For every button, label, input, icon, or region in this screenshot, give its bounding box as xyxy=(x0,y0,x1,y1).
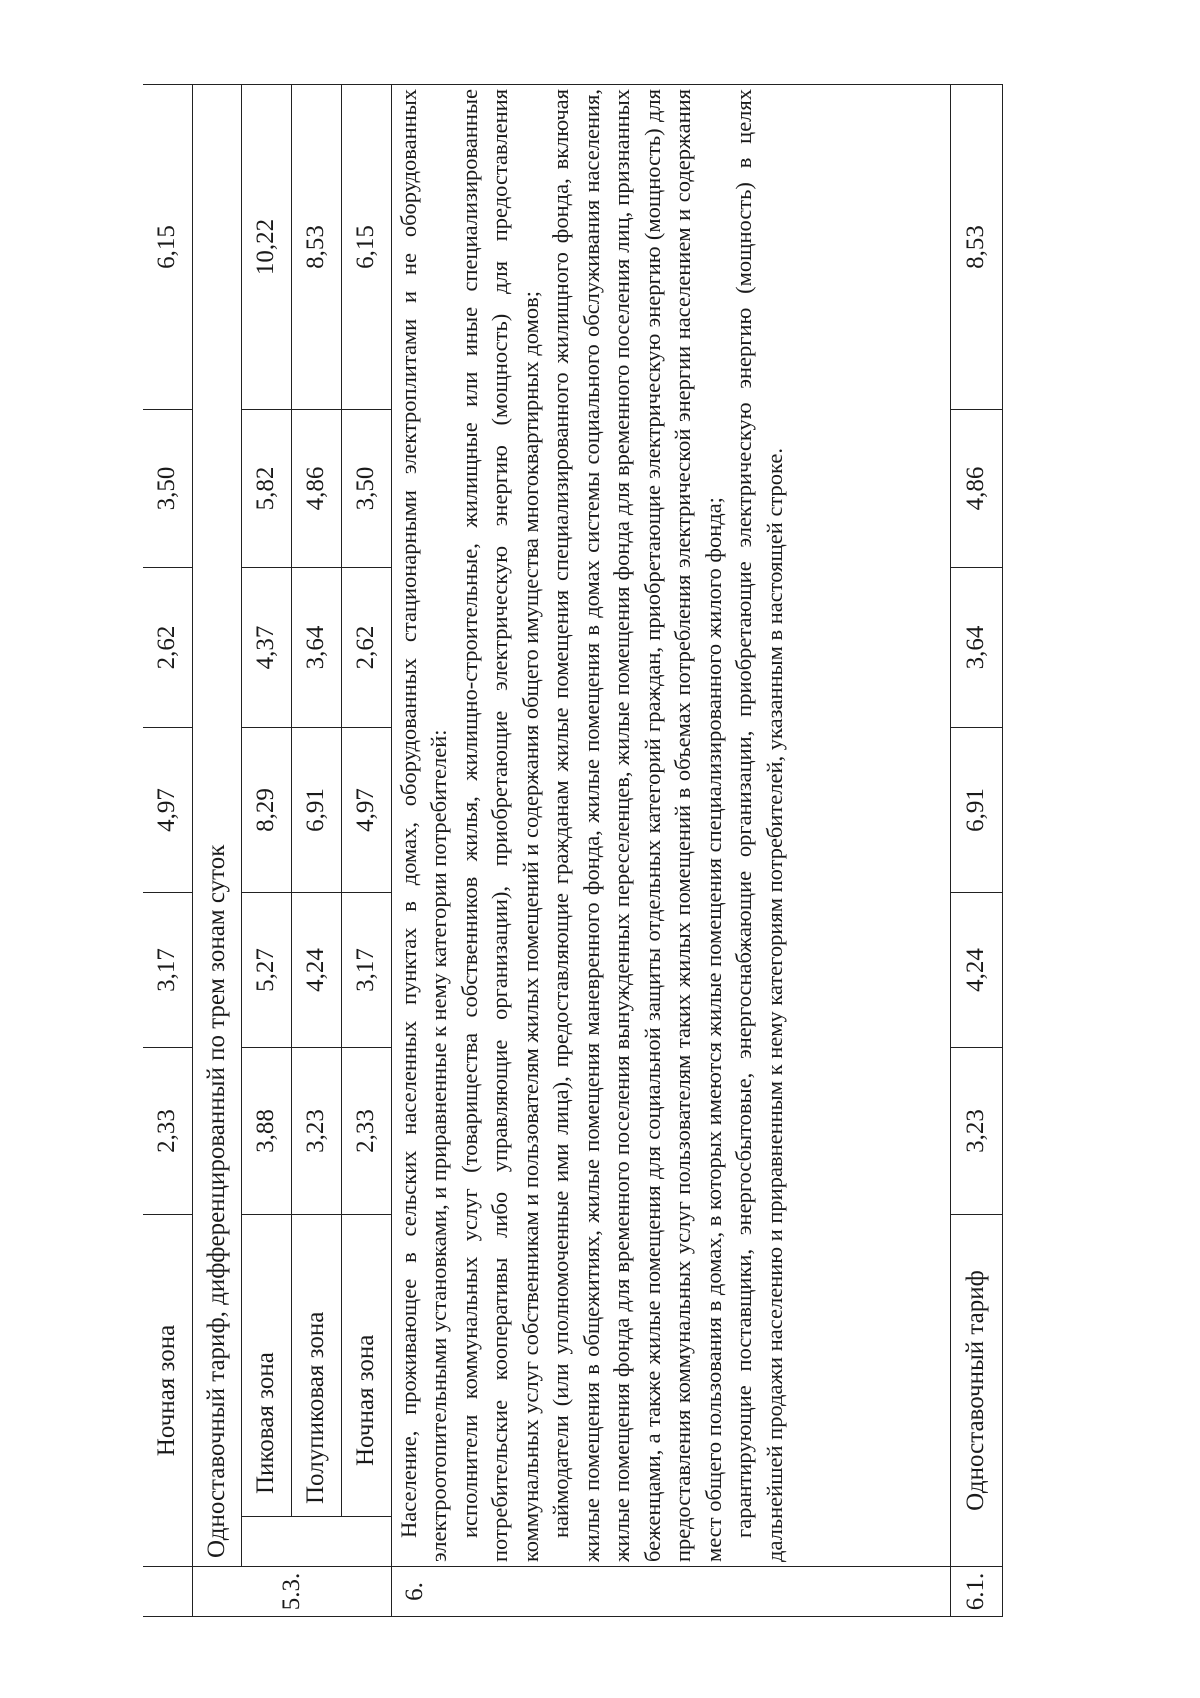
indent-spacer xyxy=(241,1517,291,1567)
row-number: 6. xyxy=(391,1567,950,1617)
row-description xyxy=(391,84,950,1566)
rotated-page xyxy=(143,85,1065,1617)
value-cell: 4,97 xyxy=(143,727,192,892)
section-header: Одноставочный тариф, дифференцированный по трем зонам суток xyxy=(192,84,241,1566)
value-cell: 2,62 xyxy=(341,567,391,727)
value-cell: 10,22 xyxy=(241,84,291,409)
row-name: Одноставочный тариф xyxy=(950,1214,1002,1566)
tariff-table xyxy=(143,84,1003,1617)
value-cell: 4,86 xyxy=(950,409,1002,567)
row-name: Полупиковая зона xyxy=(291,1214,341,1516)
value-cell: 4,97 xyxy=(341,727,391,892)
indent-spacer xyxy=(341,1517,391,1567)
table-row xyxy=(241,84,291,1616)
value-cell: 2,33 xyxy=(143,1047,192,1214)
description-paragraph: наймодатели (или уполномоченные ими лица), предоставляющие гражданам жилые помещения специализированного жилищного фонда, включая жилые помещения в общежитиях, жилые помещения маневренного фонда, жилые помещения в домах системы социального обслуживания населения, жилые помещения фонда для временного поселения вынужденных переселенцев, жилые помещения фонда для временного поселения лиц, признанных беженцами, а также жилые помещения для социальной защиты отдельных категорий граждан, приобретающие электрическую энергию (мощность) для предоставления коммунальных услуг пользователям таких жилых помещений в объемах потребления электрической энергии населением и содержания мест общего пользования в домах, в которых имеются жилые помещения специализированного жилого фонда; xyxy=(548,88,726,1562)
value-cell: 6,15 xyxy=(143,84,192,409)
value-cell: 8,53 xyxy=(950,84,1002,409)
row-number: 6.1. xyxy=(950,1567,1002,1617)
table-row xyxy=(192,84,241,1616)
table-row xyxy=(143,84,192,1616)
indent-spacer xyxy=(291,1517,341,1567)
value-cell: 4,37 xyxy=(241,567,291,727)
value-cell: 3,50 xyxy=(341,409,391,567)
value-cell: 2,62 xyxy=(143,567,192,727)
row-name: Ночная зона xyxy=(143,1214,192,1566)
value-cell: 5,27 xyxy=(241,892,291,1047)
description-paragraph: Население, проживающее в сельских населенных пунктах в домах, оборудованных стационарными электроплитами и не оборудованных электроотопительными установками, и приравненные к нему категории потребителей: xyxy=(395,88,451,1562)
table-row xyxy=(291,84,341,1616)
value-cell: 4,86 xyxy=(291,409,341,567)
description-paragraph: исполнители коммунальных услуг (товарищества собственников жилья, жилищно-строительные, жилищные или иные специализированные потребительские кооперативы либо управляющие организации), приобретающие электрическую энергию (мощность) для предоставления коммунальных услуг собственникам и пользователям жилых помещений и содержания общего имущества многоквартирных домов; xyxy=(456,88,543,1562)
row-name: Ночная зона xyxy=(341,1214,391,1516)
value-cell: 4,24 xyxy=(291,892,341,1047)
row-number xyxy=(143,1567,192,1617)
table-row xyxy=(391,84,950,1616)
value-cell: 3,64 xyxy=(950,567,1002,727)
value-cell: 3,23 xyxy=(291,1047,341,1214)
value-cell: 3,88 xyxy=(241,1047,291,1214)
value-cell: 3,23 xyxy=(950,1047,1002,1214)
value-cell: 3,17 xyxy=(143,892,192,1047)
value-cell: 3,64 xyxy=(291,567,341,727)
table-row xyxy=(341,84,391,1616)
row-name: Пиковая зона xyxy=(241,1214,291,1516)
value-cell: 6,91 xyxy=(291,727,341,892)
value-cell: 8,53 xyxy=(291,84,341,409)
value-cell: 4,24 xyxy=(950,892,1002,1047)
value-cell: 2,33 xyxy=(341,1047,391,1214)
table-row xyxy=(950,84,1002,1616)
value-cell: 8,29 xyxy=(241,727,291,892)
row-number: 5.3. xyxy=(192,1567,391,1617)
value-cell: 3,50 xyxy=(143,409,192,567)
description-paragraph: гарантирующие поставщики, энергосбытовые, энергоснабжающие организации, приобретающие электрическую энергию (мощность) в целях дальнейшей продажи населению и приравненным к нему категориям потребителей, указанным в настоящей строке. xyxy=(731,88,787,1562)
value-cell: 5,82 xyxy=(241,409,291,567)
value-cell: 6,91 xyxy=(950,727,1002,892)
value-cell: 6,15 xyxy=(341,84,391,409)
value-cell: 3,17 xyxy=(341,892,391,1047)
